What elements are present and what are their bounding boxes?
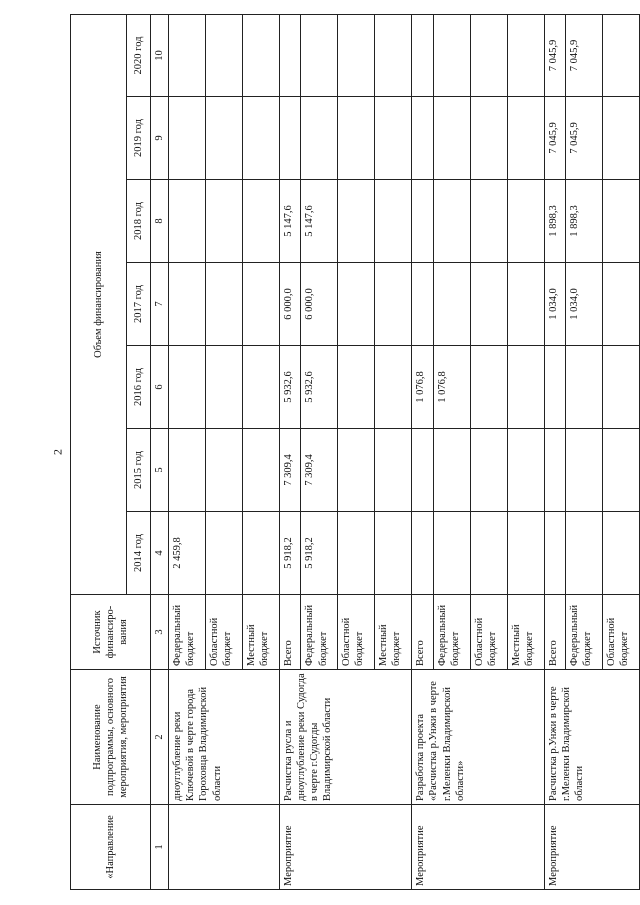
table-row: [544, 14, 565, 889]
value-cell: [243, 14, 280, 96]
header-direction: «Направление: [71, 805, 151, 890]
value-cell: [507, 97, 544, 180]
value-cell: [338, 14, 375, 96]
source-cell: Местный бюджет: [507, 595, 544, 670]
table-body: [169, 14, 640, 889]
header-year: 2015 год: [127, 429, 151, 512]
value-cell: [338, 97, 375, 180]
value-cell: [602, 180, 639, 263]
value-cell: [301, 97, 338, 180]
source-cell: Областной бюджет: [338, 595, 375, 670]
source-cell: Федеральный бюджет: [301, 595, 338, 670]
source-cell: Всего: [544, 595, 565, 670]
value-cell: 6 000,0: [301, 263, 338, 346]
value-cell: [375, 180, 412, 263]
value-cell: [338, 429, 375, 512]
value-cell: [507, 263, 544, 346]
value-cell: [301, 14, 338, 96]
source-cell: Областной бюджет: [206, 595, 243, 670]
value-cell: [412, 180, 433, 263]
value-cell: 1 034,0: [565, 263, 602, 346]
value-cell: [206, 14, 243, 96]
source-cell: Всего: [279, 595, 300, 670]
value-cell: [412, 263, 433, 346]
value-cell: [169, 429, 206, 512]
funding-table: [70, 14, 640, 890]
value-cell: 5 147,6: [279, 180, 300, 263]
value-cell: 5 147,6: [301, 180, 338, 263]
value-cell: [412, 14, 433, 96]
value-cell: [433, 263, 470, 346]
value-cell: 1 898,3: [565, 180, 602, 263]
value-cell: [338, 346, 375, 429]
column-number: 5: [151, 429, 169, 512]
source-cell: Областной бюджет: [470, 595, 507, 670]
value-cell: [470, 346, 507, 429]
value-cell: 1 076,8: [412, 346, 433, 429]
value-cell: [565, 429, 602, 512]
value-cell: [375, 263, 412, 346]
value-cell: [243, 180, 280, 263]
value-cell: 5 932,6: [301, 346, 338, 429]
header-name: Наименование подпрограммы, основного мероприятия, мероприятия: [71, 670, 151, 805]
value-cell: [206, 429, 243, 512]
table-row: [169, 14, 206, 889]
source-cell: Местный бюджет: [243, 595, 280, 670]
value-cell: [412, 97, 433, 180]
column-number: 2: [151, 670, 169, 805]
value-cell: 7 309,4: [301, 429, 338, 512]
value-cell: [375, 512, 412, 595]
value-cell: 7 045,9: [544, 97, 565, 180]
value-cell: [338, 512, 375, 595]
value-cell: [470, 429, 507, 512]
value-cell: [169, 97, 206, 180]
header-year: 2019 год: [127, 97, 151, 180]
value-cell: [433, 180, 470, 263]
column-number: 7: [151, 263, 169, 346]
value-cell: [243, 429, 280, 512]
value-cell: [338, 180, 375, 263]
value-cell: [470, 512, 507, 595]
value-cell: 7 045,9: [565, 14, 602, 96]
value-cell: [375, 14, 412, 96]
value-cell: 1 898,3: [544, 180, 565, 263]
value-cell: 1 076,8: [433, 346, 470, 429]
source-cell: Федеральный бюджет: [565, 595, 602, 670]
column-number: 9: [151, 97, 169, 180]
column-number: 4: [151, 512, 169, 595]
header-funding: Объем финансирования: [71, 14, 127, 594]
value-cell: [169, 346, 206, 429]
header-source: Источник финансиро- вания: [71, 595, 151, 670]
event-name-cell: Разработка проекта «Расчистка р.Унжи в черте г.Меленки Владимирской области»: [412, 670, 544, 805]
source-cell: Федеральный бюджет: [169, 595, 206, 670]
value-cell: [412, 512, 433, 595]
value-cell: [206, 180, 243, 263]
header-year: 2014 год: [127, 512, 151, 595]
value-cell: [433, 97, 470, 180]
value-cell: [412, 429, 433, 512]
value-cell: [544, 346, 565, 429]
header-year: 2020 год: [127, 14, 151, 96]
page-number: 2: [50, 449, 65, 455]
value-cell: [375, 429, 412, 512]
value-cell: [206, 97, 243, 180]
value-cell: [470, 14, 507, 96]
rotated-table-container: [70, 15, 640, 890]
value-cell: [507, 180, 544, 263]
column-number: 1: [151, 805, 169, 890]
value-cell: [206, 263, 243, 346]
value-cell: [470, 97, 507, 180]
value-cell: [602, 263, 639, 346]
source-cell: Областной бюджет: [602, 595, 639, 670]
value-cell: [433, 429, 470, 512]
value-cell: [602, 512, 639, 595]
value-cell: [206, 346, 243, 429]
value-cell: [507, 346, 544, 429]
value-cell: 7 045,9: [544, 14, 565, 96]
event-type-cell: Мероприятие: [279, 805, 411, 890]
value-cell: [243, 97, 280, 180]
value-cell: 5 932,6: [279, 346, 300, 429]
value-cell: 1 034,0: [544, 263, 565, 346]
header-year: 2017 год: [127, 263, 151, 346]
event-name-cell: Расчистка р.Унжи в черте г.Меленки Владимирской области: [544, 670, 639, 805]
source-cell: Местный бюджет: [375, 595, 412, 670]
value-cell: [206, 512, 243, 595]
value-cell: [544, 512, 565, 595]
value-cell: 2 459,8: [169, 512, 206, 595]
table-row: [412, 14, 433, 889]
value-cell: 5 918,2: [279, 512, 300, 595]
value-cell: [169, 263, 206, 346]
value-cell: [565, 346, 602, 429]
value-cell: [602, 14, 639, 96]
event-type-cell: Мероприятие: [544, 805, 639, 890]
value-cell: [602, 429, 639, 512]
value-cell: [375, 346, 412, 429]
event-name-cell: дноуглубление реки Ключевой в черте города Гороховца Владимирской области: [169, 670, 280, 805]
value-cell: [243, 263, 280, 346]
source-cell: Всего: [412, 595, 433, 670]
value-cell: [338, 263, 375, 346]
value-cell: [507, 14, 544, 96]
source-cell: Федеральный бюджет: [433, 595, 470, 670]
column-number: 3: [151, 595, 169, 670]
value-cell: [243, 346, 280, 429]
value-cell: [602, 97, 639, 180]
value-cell: [433, 14, 470, 96]
value-cell: [279, 97, 300, 180]
header-year: 2018 год: [127, 180, 151, 263]
value-cell: [243, 512, 280, 595]
event-type-cell: Мероприятие: [412, 805, 544, 890]
value-cell: [565, 512, 602, 595]
value-cell: [169, 180, 206, 263]
column-number: 6: [151, 346, 169, 429]
value-cell: 5 918,2: [301, 512, 338, 595]
value-cell: 7 309,4: [279, 429, 300, 512]
value-cell: [169, 14, 206, 96]
value-cell: [544, 429, 565, 512]
value-cell: [433, 512, 470, 595]
column-number: 8: [151, 180, 169, 263]
value-cell: [507, 429, 544, 512]
event-type-cell: [169, 805, 280, 890]
value-cell: 7 045,9: [565, 97, 602, 180]
value-cell: [507, 512, 544, 595]
value-cell: [602, 346, 639, 429]
column-number: 10: [151, 14, 169, 96]
value-cell: 6 000,0: [279, 263, 300, 346]
header-year: 2016 год: [127, 346, 151, 429]
value-cell: [279, 14, 300, 96]
table-row: [279, 14, 300, 889]
value-cell: [470, 263, 507, 346]
column-number-row: [151, 14, 169, 889]
value-cell: [375, 97, 412, 180]
value-cell: [470, 180, 507, 263]
event-name-cell: Расчистка русла и дноуглубление реки Судогда в черте г.Судогды Владимирской области: [279, 670, 411, 805]
